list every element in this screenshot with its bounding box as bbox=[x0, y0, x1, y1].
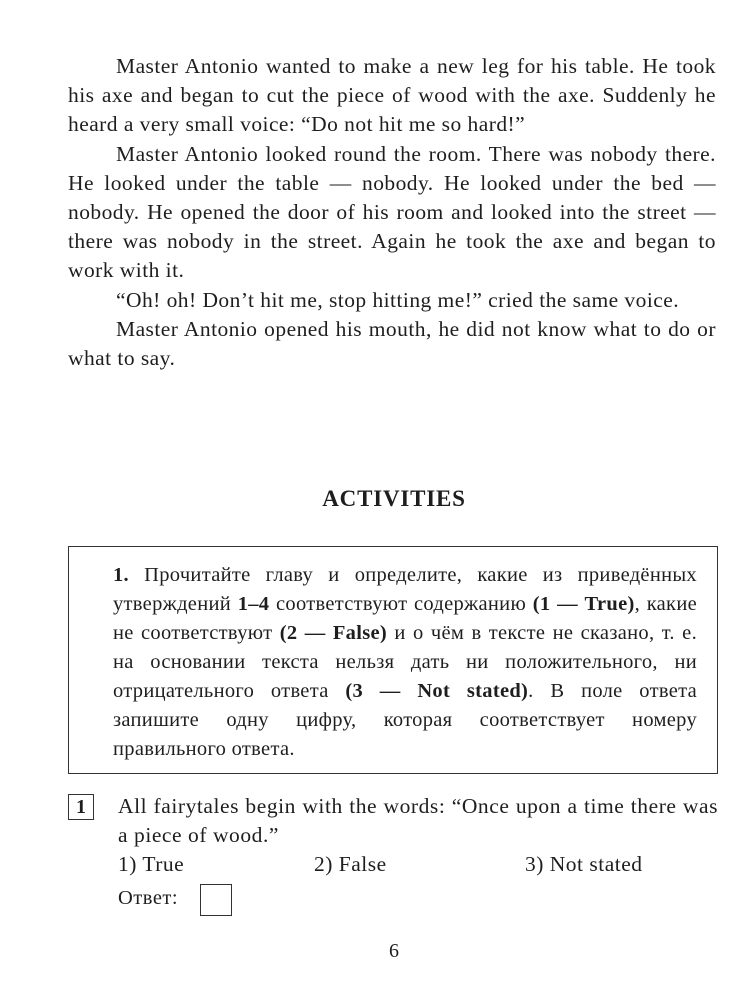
task-text: и о чём в тексте не сказано, т. е. на основании текста нельзя дать ни положительного, ни отрицательного ответа bbox=[113, 622, 697, 702]
answer-input-box[interactable] bbox=[200, 884, 232, 916]
task-instructions-box bbox=[68, 546, 718, 774]
story-paragraph: “Oh! oh! Don’t hit me, stop hitting me!” cried the same voice. bbox=[116, 287, 680, 312]
story-text bbox=[68, 52, 716, 373]
option-not-stated: 3) Not stated bbox=[525, 852, 643, 876]
task-range: 1–4 bbox=[237, 593, 270, 615]
question-number-box: 1 bbox=[68, 794, 94, 820]
section-heading: ACTIVITIES bbox=[322, 486, 466, 511]
task-text: , какие не соответствуют bbox=[113, 593, 697, 644]
task-not-stated-label: (3 — Not stated) bbox=[345, 680, 529, 702]
task-text: . В поле ответа запишите одну цифру, которая соответствует номеру правильного ответа. bbox=[113, 680, 697, 760]
story-paragraph: Master Antonio wanted to make a new leg for his table. He took his axe and began to cut the piece of wood with the axe. Suddenly he heard a very small voice: “Do not hit me so hard!” bbox=[68, 54, 716, 137]
task-number: 1. bbox=[113, 564, 129, 586]
story-paragraph: Master Antonio looked round the room. There was nobody there. He looked under the table — nobody. He looked under the bed — nobody. He opened the door of his room and looked into the street — there was nobody in the street. Again he took the axe and began to work with it. bbox=[68, 141, 716, 283]
question-text: All fairytales begin with the words: “Once upon a time there was a piece of wood.” bbox=[118, 794, 718, 847]
answer-label: Ответ: bbox=[118, 887, 179, 909]
option-true: 1) True bbox=[118, 852, 185, 876]
task-false-label: (2 — False) bbox=[279, 622, 388, 644]
story-paragraph: Master Antonio opened his mouth, he did not know what to do or what to say. bbox=[68, 316, 716, 371]
task-true-label: (1 — True) bbox=[532, 593, 635, 615]
option-false: 2) False bbox=[314, 852, 387, 876]
task-text: Прочитайте главу и определите, какие из приведённых утверждений bbox=[113, 564, 697, 615]
task-text: соответствуют содержанию bbox=[269, 593, 533, 615]
page-number: 6 bbox=[389, 940, 399, 962]
